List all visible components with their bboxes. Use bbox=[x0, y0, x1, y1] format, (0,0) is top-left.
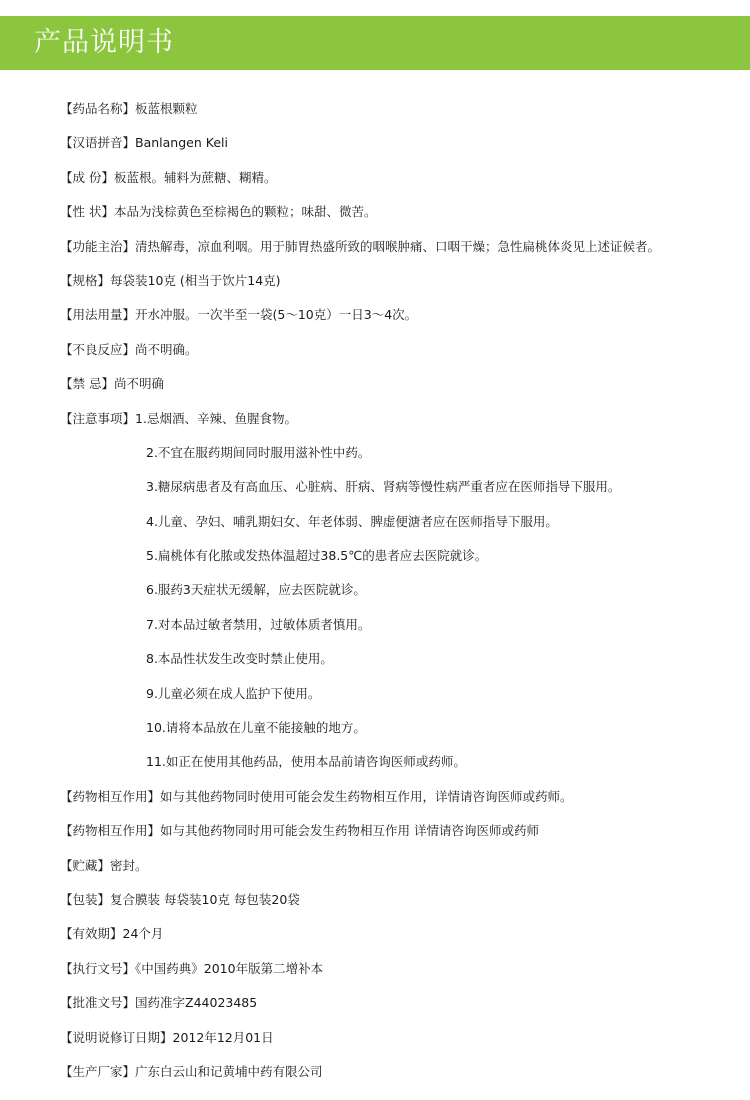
field-label: 【包装】 bbox=[60, 891, 111, 907]
field-label: 【批准文号】 bbox=[60, 995, 136, 1011]
field-manufacturer bbox=[60, 1055, 740, 1089]
field-value: 板蓝根颗粒 bbox=[135, 101, 198, 116]
field-ingredients bbox=[60, 161, 740, 195]
precaution-item: 9.儿童必须在成人监护下使用。 bbox=[146, 685, 321, 701]
field-label: 【贮藏】 bbox=[60, 857, 111, 873]
field-revision-date bbox=[60, 1021, 740, 1055]
field-label: 【禁 忌】 bbox=[60, 376, 114, 392]
field-value: 每袋装10克 (相当于饮片14克) bbox=[110, 272, 281, 288]
field-packaging bbox=[60, 883, 740, 917]
field-dosage bbox=[60, 298, 740, 332]
precaution-item: 2.不宜在服药期间同时服用滋补性中药。 bbox=[146, 444, 371, 460]
field-label: 【成 份】 bbox=[60, 169, 114, 185]
field-value: 《中国药典》2010年版第二增补本 bbox=[135, 960, 324, 976]
field-precautions bbox=[60, 402, 740, 436]
field-label: 【注意事项】 bbox=[60, 410, 136, 426]
field-label: 【不良反应】 bbox=[60, 341, 136, 357]
field-value: 尚不明确。 bbox=[135, 341, 198, 357]
field-specification bbox=[60, 264, 740, 298]
precaution-item: 8.本品性状发生改变时禁止使用。 bbox=[146, 651, 333, 667]
field-value: 如与其他药物同时使用可能会发生药物相互作用，详情请咨询医师或药师。 bbox=[160, 788, 573, 804]
field-drug-name bbox=[60, 92, 740, 126]
field-value: 清热解毒，凉血利咽。用于肺胃热盛所致的咽喉肿痛、口咽干燥；急性扁桃体炎见上述证候者。 bbox=[135, 238, 661, 254]
precaution-item: 4.儿童、孕妇、哺乳期妇女、年老体弱、脾虚便溏者应在医师指导下服用。 bbox=[146, 513, 558, 529]
field-label: 【执行文号】 bbox=[60, 960, 136, 976]
field-value: 国药准字Z44023485 bbox=[135, 995, 258, 1011]
precaution-item: 7.对本品过敏者禁用，过敏体质者慎用。 bbox=[146, 616, 371, 632]
field-drug-interactions bbox=[60, 780, 740, 814]
precaution-item: 11.如正在使用其他药品，使用本品前请咨询医师或药师。 bbox=[146, 754, 466, 770]
field-label: 【有效期】 bbox=[60, 926, 123, 942]
header-bar bbox=[0, 16, 750, 70]
field-value: 本品为浅棕黄色至棕褐色的颗粒；味甜、微苦。 bbox=[113, 204, 377, 220]
field-adverse-reactions bbox=[60, 333, 740, 367]
precaution-item: 6.服药3天症状无缓解，应去医院就诊。 bbox=[146, 582, 366, 598]
field-label: 【药物相互作用】 bbox=[60, 788, 161, 804]
field-value: Banlangen Keli bbox=[135, 135, 228, 151]
field-label: 【规格】 bbox=[60, 272, 111, 288]
field-drug-interactions-2 bbox=[60, 814, 740, 848]
field-label: 【说明说修订日期】 bbox=[60, 1029, 173, 1045]
field-label: 【性 状】 bbox=[60, 204, 114, 220]
page-title: 产品说明书 bbox=[34, 27, 174, 58]
field-value: 如与其他药物同时用可能会发生药物相互作用 详情请咨询医师或药师 bbox=[160, 823, 539, 839]
field-value: 板蓝根。辅料为蔗糖、糊精。 bbox=[113, 169, 277, 185]
instruction-content bbox=[60, 92, 740, 1089]
field-shelf-life bbox=[60, 917, 740, 951]
field-value: 24个月 bbox=[122, 926, 164, 942]
field-label: 【用法用量】 bbox=[60, 307, 136, 323]
field-pinyin bbox=[60, 126, 740, 160]
precaution-item: 3.糖尿病患者及有高血压、心脏病、肝病、肾病等慢性病严重者应在医师指导下服用。 bbox=[146, 479, 621, 495]
field-standard bbox=[60, 952, 740, 986]
field-appearance bbox=[60, 195, 740, 229]
field-value: 尚不明确 bbox=[113, 376, 164, 392]
field-value: 广东白云山和记黄埔中药有限公司 bbox=[135, 1063, 323, 1079]
field-contraindications bbox=[60, 367, 740, 401]
field-storage bbox=[60, 849, 740, 883]
field-label: 【汉语拼音】 bbox=[60, 135, 136, 151]
field-label: 【药品名称】 bbox=[60, 101, 136, 116]
precaution-item: 5.扁桃体有化脓或发热体温超过38.5℃的患者应去医院就诊。 bbox=[146, 548, 488, 564]
precaution-item: 10.请将本品放在儿童不能接触的地方。 bbox=[146, 720, 366, 736]
field-value: 密封。 bbox=[110, 857, 148, 873]
field-label: 【药物相互作用】 bbox=[60, 823, 161, 839]
field-label: 【功能主治】 bbox=[60, 238, 136, 254]
field-value: 1.忌烟酒、辛辣、鱼腥食物。 bbox=[135, 410, 297, 426]
field-indications bbox=[60, 230, 740, 264]
field-value: 2012年12月01日 bbox=[172, 1029, 274, 1045]
field-value: 开水冲服。一次半至一袋(5～10克）一日3～4次。 bbox=[135, 307, 418, 323]
field-approval-number bbox=[60, 986, 740, 1020]
field-value: 复合膜装 每袋装10克 每包装20袋 bbox=[110, 891, 300, 907]
field-label: 【生产厂家】 bbox=[60, 1063, 136, 1079]
